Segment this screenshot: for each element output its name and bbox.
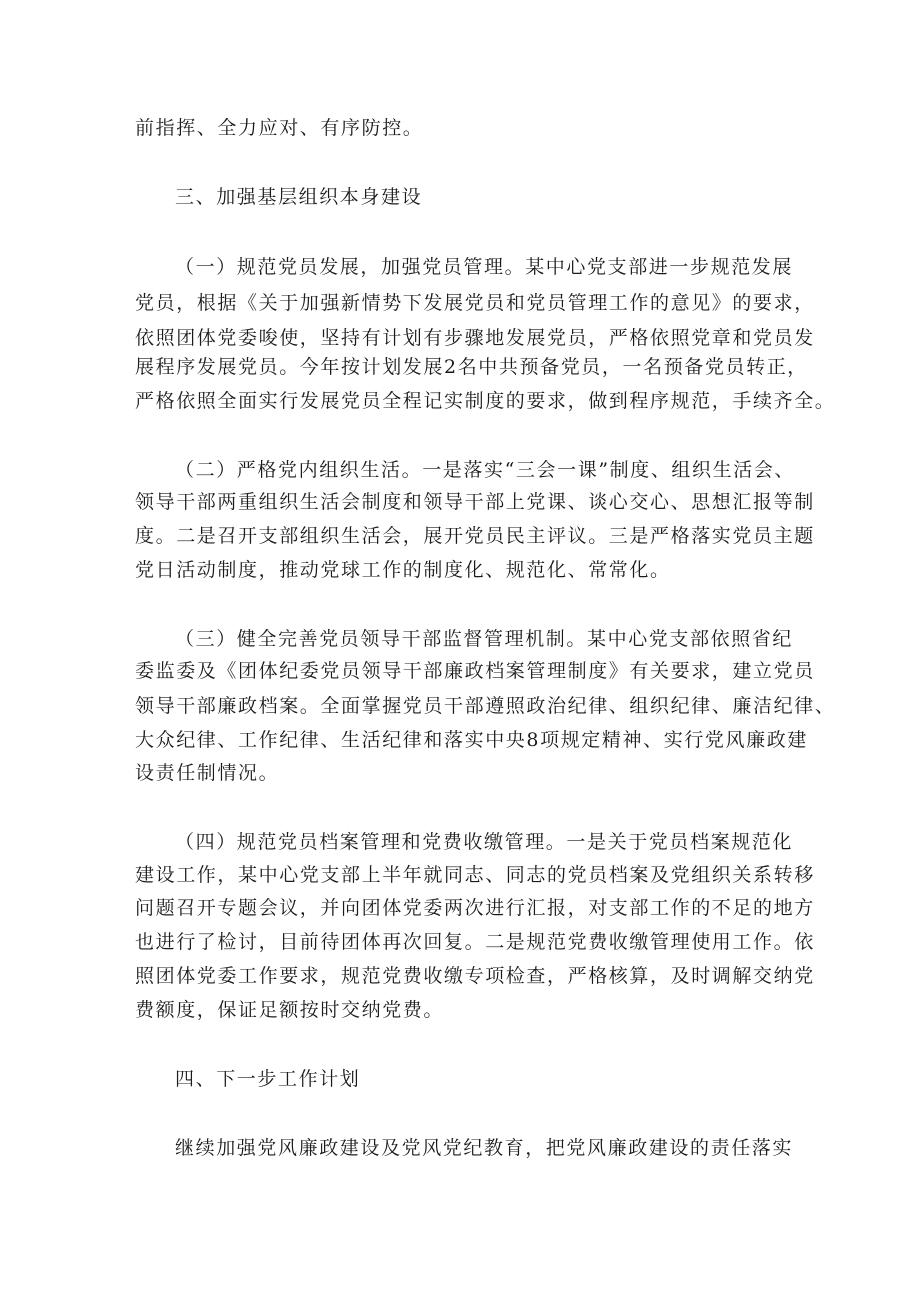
paragraph-line: （四）规范党员档案管理和党费收缴管理。一是关于党员档案规范化 (175, 831, 794, 853)
section-heading-4: 四、下一步工作计划 (175, 1068, 361, 1090)
paragraph-line: 领导干部廉政档案。全面掌握党员干部遵照政治纪律、组织纪律、廉洁纪律、 (135, 695, 836, 717)
paragraph-line: 设责任制情况。 (135, 762, 280, 784)
paragraph-line: 大众纪律、工作纪律、生活纪律和落实中央8项规定精神、实行党风廉政建 (135, 729, 808, 751)
paragraph-line: 建设工作，某中心党支部上半年就同志、同志的党员档案及党组织关系转移 (135, 864, 815, 886)
paragraph-line: （二）严格党内组织生活。一是落实“三会一课”制度、组织生活会、 (175, 459, 796, 481)
paragraph-line: 问题召开专题会议，并向团体党委两次进行汇报，对支部工作的不足的地方 (135, 897, 815, 919)
paragraph-line: 也进行了检讨，目前待团体再次回复。二是规范党费收缴管理使用工作。依 (135, 931, 815, 953)
section-heading-3: 三、加强基层组织本身建设 (175, 186, 423, 208)
paragraph-line: 领导干部两重组织生活会制度和领导干部上党课、谈心交心、思想汇报等制 (135, 491, 815, 513)
paragraph-line: 度。二是召开支部组织生活会，展开党员民主评议。三是严格落实党员主题 (135, 525, 815, 547)
paragraph-line: 党员，根据《关于加强新情势下发展党员和党员管理工作的意见》的要求， (135, 292, 815, 314)
paragraph-line: 党日活动制度，推动党球工作的制度化、规范化、常常化。 (135, 559, 671, 581)
continuation-line: 前指挥、全力应对、有序防控。 (135, 117, 424, 139)
paragraph-line: 展程序发展党员。今年按计划发展2名中共预备党员，一名预备党员转正， (135, 356, 808, 378)
paragraph-line: 费额度，保证足额按时交纳党费。 (135, 999, 445, 1021)
paragraph-line: （一）规范党员发展，加强党员管理。某中心党支部进一步规范发展 (175, 256, 794, 278)
paragraph-line: 委监委及《团体纪委党员领导干部廉政档案管理制度》有关要求，建立党员 (135, 660, 815, 682)
paragraph-line: （三）健全完善党员领导干部监督管理机制。某中心党支部依照省纪 (175, 628, 794, 650)
paragraph-line: 依照团体党委唆使，坚持有计划有步骤地发展党员，严格依照党章和党员发 (135, 327, 815, 349)
paragraph-line: 严格依照全面实行发展党员全程记实制度的要求，做到程序规范，手续齐全。 (135, 390, 836, 412)
paragraph-line: 照团体党委工作要求，规范党费收缴专项检查，严格核算，及时调解交纳党 (135, 965, 815, 987)
paragraph-line: 继续加强党风廉政建设及党风党纪教育，把党风廉政建设的责任落实 (175, 1137, 794, 1159)
